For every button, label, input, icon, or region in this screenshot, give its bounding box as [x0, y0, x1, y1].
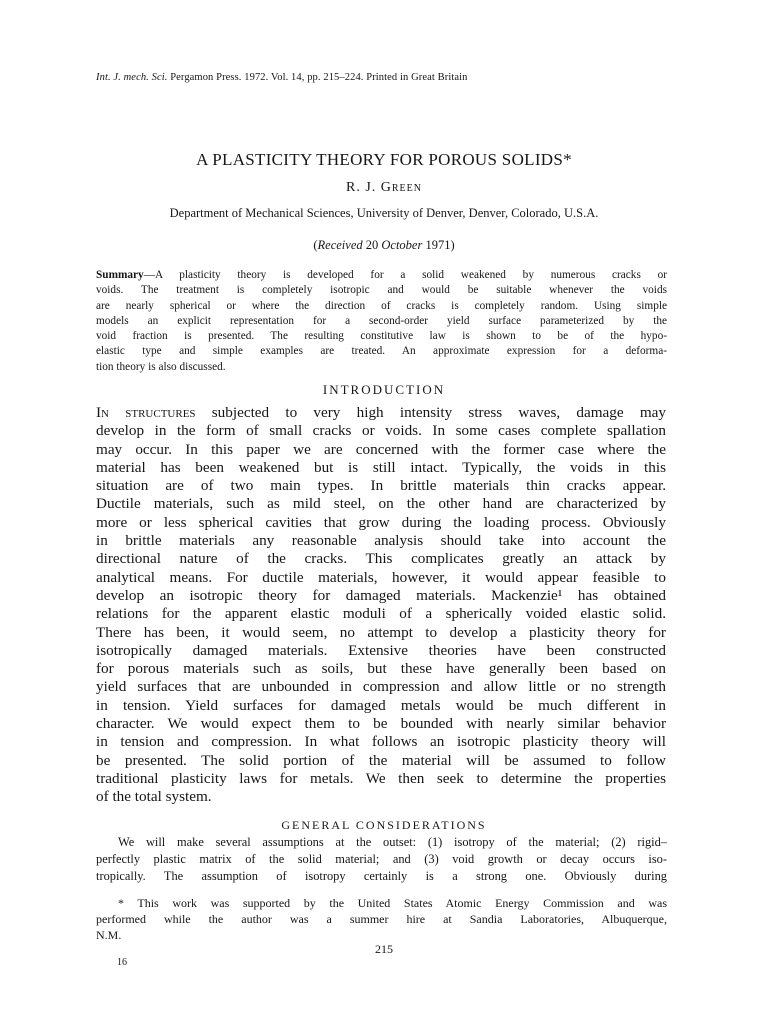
- intro-line: more or less spherical cavities that grow during the loading process. Obviously: [96, 513, 666, 531]
- author-name: R. J. Green: [345, 180, 422, 195]
- intro-lead: In structures: [96, 404, 196, 421]
- general-considerations-body: [96, 834, 667, 885]
- intro-line: of the total system.: [96, 788, 212, 806]
- received-month: October: [381, 238, 423, 252]
- received-year: 1971: [425, 238, 451, 252]
- received-date: [0, 238, 768, 253]
- summary-abstract: [96, 268, 667, 375]
- journal-details: Pergamon Press. 1972. Vol. 14, pp. 215–224. Printed in Great Britain: [170, 72, 468, 83]
- intro-line: develop in the form of small cracks or voids. In some cases complete spallation: [96, 422, 666, 440]
- intro-line: in tension and compression. In what follows an isotropic plasticity theory will: [96, 733, 666, 751]
- general-line: We will make several assumptions at the outset: (1) isotropy of the material; (2) rigid–: [118, 835, 667, 849]
- summary-line: void fraction is presented. The resulting constitutive law is shown to be of the hypo-: [96, 330, 667, 343]
- intro-line: develop an isotropic theory for damaged materials. Mackenzie¹ has obtained: [96, 586, 666, 604]
- general-considerations-heading: GENERAL CONSIDERATIONS: [281, 818, 487, 832]
- paper-title: A PLASTICITY THEORY FOR POROUS SOLIDS*: [196, 150, 572, 169]
- summary-line: tion theory is also discussed.: [96, 360, 226, 373]
- signature-mark: 16: [117, 957, 127, 968]
- intro-line: for porous materials such as soils, but these have generally been based on: [96, 660, 666, 678]
- author-affiliation: Department of Mechanical Sciences, University of Denver, Denver, Colorado, U.S.A.: [169, 206, 599, 220]
- received-open-paren: (: [313, 238, 318, 252]
- summary-label: Summary: [96, 269, 144, 281]
- intro-line: Ductile materials, such as mild steel, on the other hand are characterized by: [96, 495, 666, 513]
- summary-line: are nearly spherical or where the direction of cracks is completely random. Using simple: [96, 299, 667, 312]
- intro-line: in tension. Yield surfaces for damaged metals would be much different in: [96, 696, 666, 714]
- received-close-paren: ): [450, 238, 455, 252]
- intro-line: traditional plasticity laws for metals. We then seek to determine the properties: [96, 769, 666, 787]
- intro-line: be presented. The solid portion of the material will be assumed to follow: [96, 751, 666, 769]
- intro-line: isotropically damaged materials. Extensive theories have been constructed: [96, 641, 666, 659]
- footnote-line: * This work was supported by the United States Atomic Energy Commission and was: [118, 896, 667, 910]
- intro-line: [96, 404, 666, 422]
- intro-line: relations for the apparent elastic moduli of a spherically voided elastic solid.: [96, 605, 666, 623]
- summary-line: voids. The treatment is completely isotropic and would be suitable whenever the voids: [96, 284, 667, 297]
- general-line: tropically. The assumption of isotropy certainly is a strong one. Obviously during: [96, 869, 667, 883]
- footnote-line: N.M.: [96, 928, 122, 942]
- intro-line: yield surfaces that are unbounded in compression and allow little or no strength: [96, 678, 666, 696]
- summary-line: [96, 268, 667, 283]
- summary-line: elastic type and simple examples are treated. An approximate expression for a deforma-: [96, 345, 667, 358]
- intro-line: directional nature of the cracks. This complicates greatly an attack by: [96, 550, 666, 568]
- page-number: 215: [375, 942, 393, 956]
- intro-line: material has been weakened but is still intact. Typically, the voids in this: [96, 458, 666, 476]
- footnote-line: performed while the author was a summer hire at Sandia Laboratories, Albuquerque,: [96, 912, 667, 926]
- introduction-body: [96, 404, 666, 807]
- journal-header: [96, 72, 468, 83]
- intro-line: in brittle materials any reasonable analysis should take into account the: [96, 532, 666, 550]
- intro-line: may occur. In this paper we are concerned with the former case where the: [96, 440, 666, 458]
- received-day: 20: [365, 238, 379, 252]
- introduction-heading: INTRODUCTION: [322, 382, 446, 397]
- intro-line: analytical means. For ductile materials, however, it would appear feasible to: [96, 568, 666, 586]
- summary-line: models an explicit representation for a second-order yield surface parameterized by the: [96, 314, 667, 327]
- intro-line: situation are of two main types. In brittle materials thin cracks appear.: [96, 477, 666, 495]
- intro-line: There has been, it would seem, no attempt to develop a plasticity theory for: [96, 623, 666, 641]
- journal-name: Int. J. mech. Sci.: [96, 72, 168, 83]
- general-line: perfectly plastic matrix of the solid material; and (3) void growth or decay occurs iso-: [96, 852, 667, 866]
- footnote: [96, 895, 667, 943]
- intro-line: character. We would expect them to be bounded with nearly similar behavior: [96, 715, 666, 733]
- received-label: Received: [317, 238, 363, 252]
- summary-text: —A plasticity theory is developed for a solid weakened by numerous cracks or: [143, 269, 667, 281]
- intro-text: subjected to very high intensity stress waves, damage may: [195, 404, 666, 421]
